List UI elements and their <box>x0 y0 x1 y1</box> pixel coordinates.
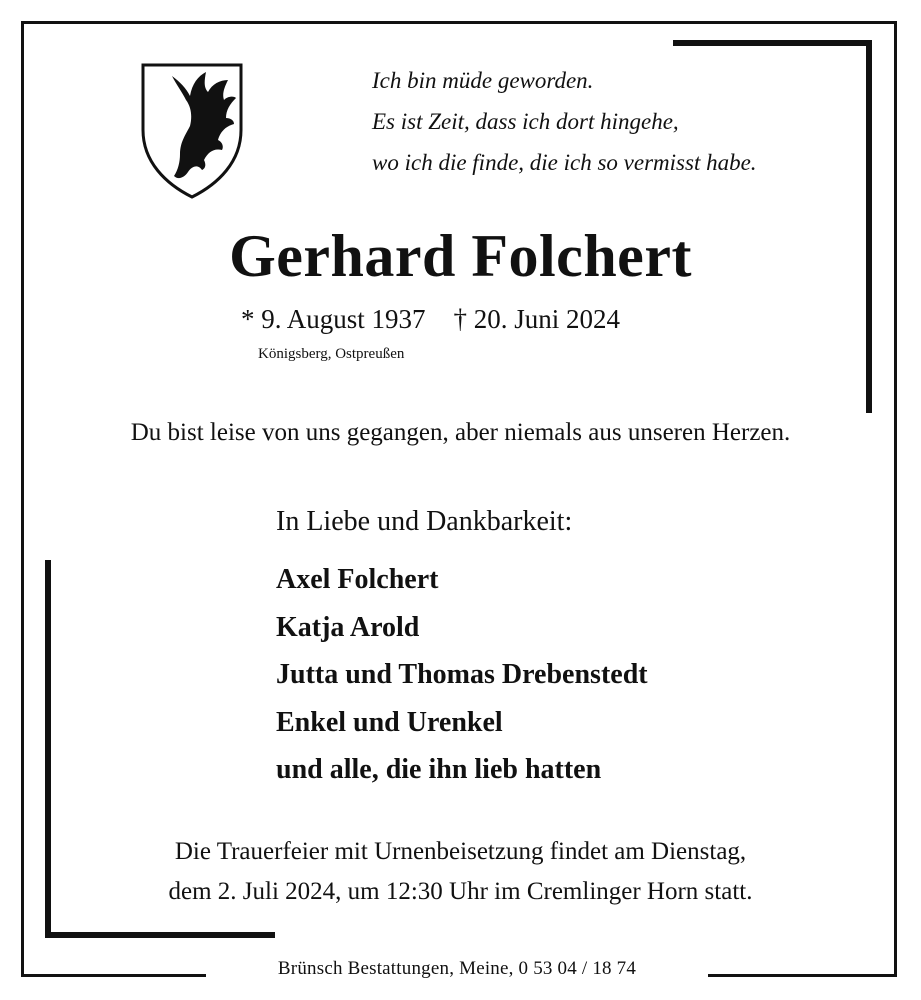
mourner: Axel Folchert <box>276 564 439 595</box>
decorative-bar-top-right-horizontal <box>673 40 872 46</box>
mourner: und alle, die ihn lieb hatten <box>276 754 602 785</box>
coat-of-arms-icon <box>140 62 244 200</box>
tagline: Du bist leise von uns gegangen, aber niemals aus unseren Herzen. <box>130 419 791 446</box>
ceremony-line: dem 2. Juli 2024, um 12:30 Uhr im Cremlinger Horn statt. <box>168 878 753 905</box>
poem-line: wo ich die finde, die ich so vermisst habe. <box>372 150 757 175</box>
mourner: Katja Arold <box>276 611 420 643</box>
death-date: † 20. Juni 2024 <box>453 304 621 334</box>
thanks-heading: In Liebe und Dankbarkeit: <box>276 506 573 537</box>
mourner: Jutta und Thomas Drebenstedt <box>276 659 648 690</box>
deceased-name: Gerhard Folchert <box>229 223 692 289</box>
mourner: Enkel und Urenkel <box>276 706 503 738</box>
poem <box>372 60 842 183</box>
decorative-bar-bottom-left-horizontal <box>45 932 275 938</box>
life-dates <box>241 304 620 335</box>
ceremony-line: Die Trauerfeier mit Urnenbeisetzung findet am Dienstag, <box>174 838 747 865</box>
birthplace: Königsberg, Ostpreußen <box>258 346 405 362</box>
ceremony-info <box>0 832 921 912</box>
mourners-list <box>276 556 648 794</box>
poem-line: Es ist Zeit, dass ich dort hingehe, <box>372 109 679 134</box>
birth-date: * 9. August 1937 <box>241 304 426 334</box>
undertaker-footer: Brünsch Bestattungen, Meine, 0 53 04 / 18 74 <box>277 958 637 979</box>
poem-line: Ich bin müde geworden. <box>372 68 594 93</box>
